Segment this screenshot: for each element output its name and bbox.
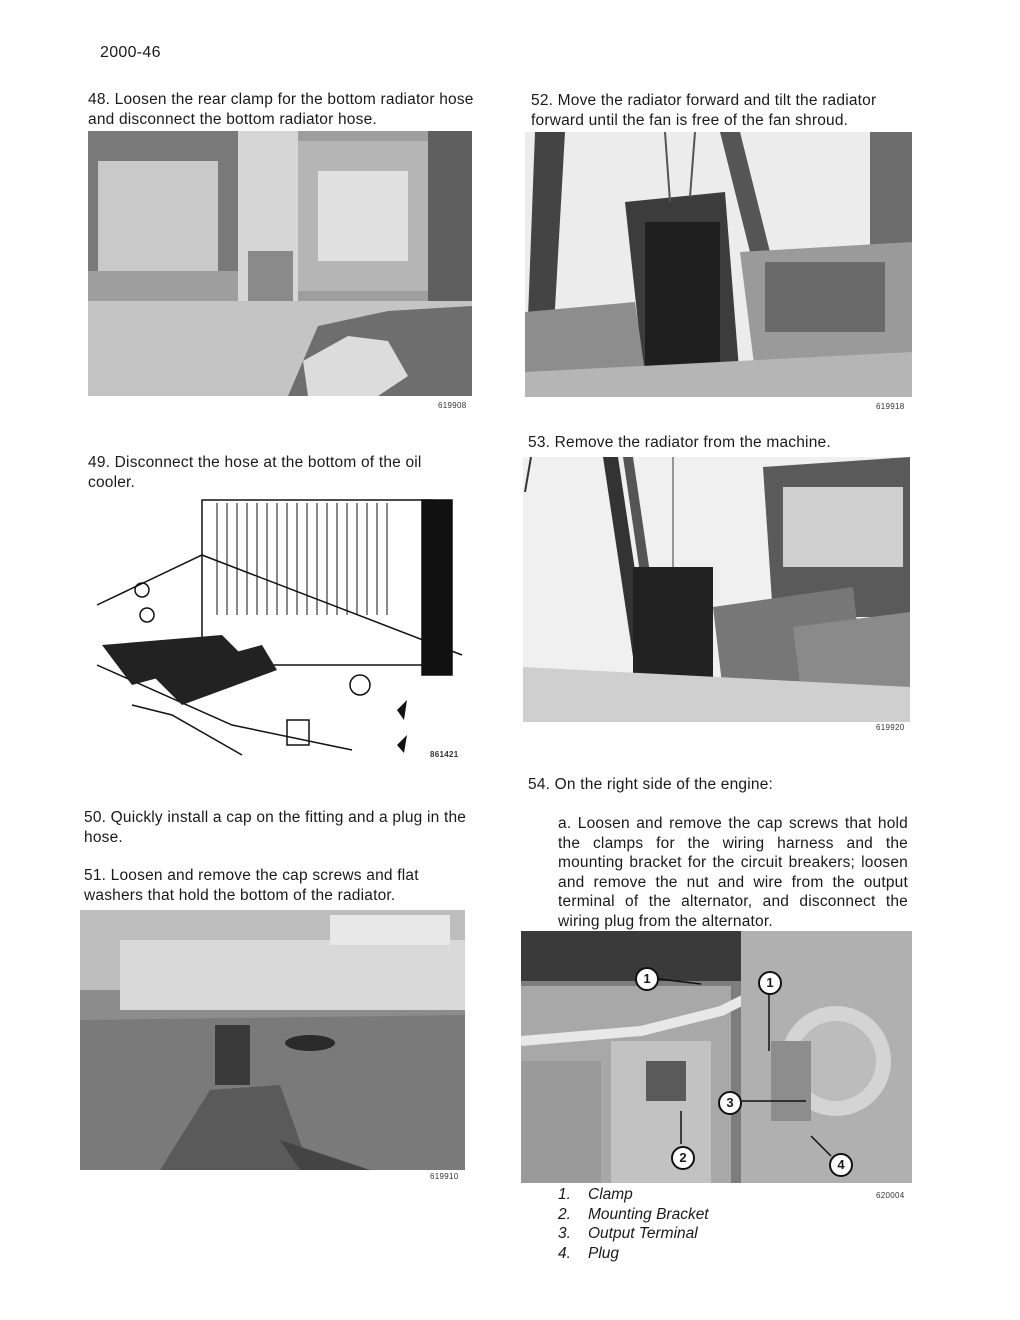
figure-number-53: 619920 — [876, 723, 905, 732]
photo-alternator-wiring — [521, 931, 912, 1183]
figure-number-48: 619908 — [438, 401, 467, 410]
figure-number-49: 861421 — [430, 750, 459, 759]
step-51-text: 51. Loosen and remove the cap screws and flat washers that hold the bottom of the radiator. — [84, 867, 419, 904]
photo-radiator-removed — [523, 457, 910, 722]
page-number: 2000-46 — [100, 44, 161, 61]
figure-legend — [558, 1185, 808, 1263]
step-53-text: 53. Remove the radiator from the machine. — [528, 434, 831, 451]
figure-number-54: 620004 — [876, 1191, 905, 1200]
legend-label: Output Terminal — [588, 1225, 698, 1242]
legend-label: Mounting Bracket — [588, 1205, 709, 1223]
figure-number-51: 619910 — [430, 1172, 459, 1181]
step-54a-text: a. Loosen and remove the cap screws that hold the clamps for the wiring harness and the mounting bracket for the circuit breakers; loosen and remove the nut and wire from the output terminal of the alternator, and disconnect the wiring plug from the alternator. — [558, 815, 908, 930]
callout-1-clamp-right: 1 — [758, 971, 782, 995]
figure-number-52: 619918 — [876, 402, 905, 411]
legend-item — [558, 1244, 808, 1264]
step-52-text: 52. Move the radiator forward and tilt the radiator forward until the fan is free of the fan shroud. — [531, 92, 877, 129]
legend-item — [558, 1185, 808, 1205]
photo-radiator-hose-clamp — [88, 131, 472, 396]
legend-number: 4. — [558, 1244, 571, 1262]
legend-item — [558, 1205, 808, 1225]
photo-radiator-tilt-forward — [525, 132, 912, 397]
legend-number: 2. — [558, 1205, 571, 1223]
legend-label: Plug — [588, 1244, 620, 1262]
legend-item — [558, 1224, 808, 1244]
step-50-text: 50. Quickly install a cap on the fitting and a plug in the hose. — [84, 809, 467, 846]
photo-radiator-bottom-bolts — [80, 910, 465, 1170]
step-54-text: 54. On the right side of the engine: — [528, 776, 774, 793]
legend-number: 1. — [558, 1186, 571, 1203]
callout-2-mounting-bracket: 2 — [671, 1146, 695, 1170]
callout-4-plug: 4 — [829, 1153, 853, 1177]
illustration-oil-cooler-hoses — [92, 495, 470, 765]
step-48-text: 48. Loosen the rear clamp for the bottom radiator hose and disconnect the bottom radiator hose. — [88, 91, 474, 128]
step-49-text: 49. Disconnect the hose at the bottom of the oil cooler. — [88, 454, 422, 491]
legend-number: 3. — [558, 1225, 571, 1242]
callout-3-output-terminal: 3 — [718, 1091, 742, 1115]
legend-label: Clamp — [588, 1186, 633, 1203]
callout-1-clamp-left: 1 — [635, 967, 659, 991]
